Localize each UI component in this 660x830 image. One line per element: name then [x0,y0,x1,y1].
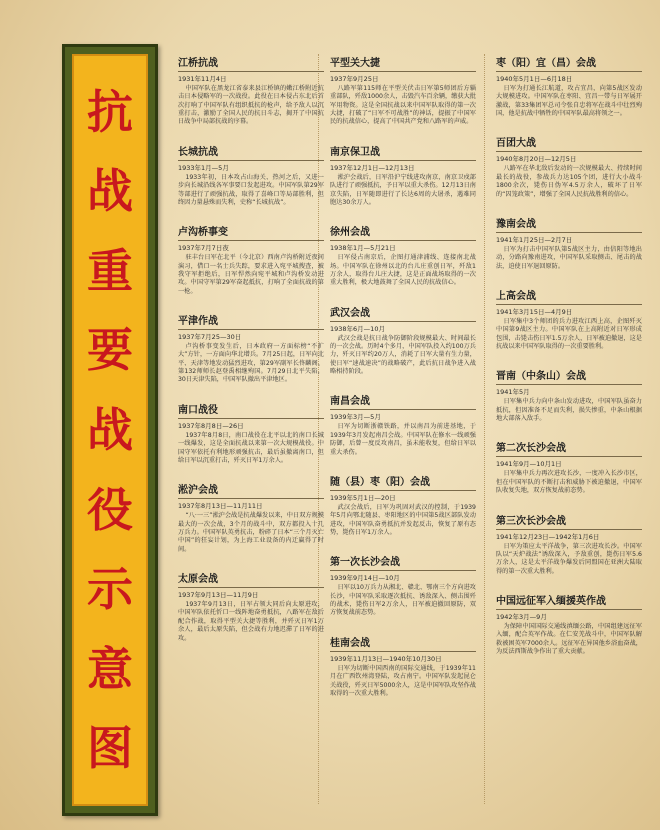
battle-entry [496,592,642,656]
title-char: 意 [87,641,133,696]
battle-entry [178,312,324,385]
battle-title: 豫南会战 [496,215,642,233]
battle-description: 日军以10万兵力从湘北、赣北、鄂南三个方向进攻长沙，中国军队采取逐次抵抗、诱敌深入、侧击围歼的战术，毙伤日军2万余人，日军被迫撤回原防，双方恢复战前态势。 [330,584,476,617]
battle-title: 武汉会战 [330,304,476,322]
battle-description: 武汉会战后，日军为巩固对武汉的控制，于1939年5月向鄂北随县、枣阳地区的中国第5战区部队发动进攻，中国军队奋勇抵抗并发起反击，恢复了原有态势，毙伤日军1万余人。 [330,503,476,536]
battle-description: 日军为切断浙赣铁路，并以南昌为前进基地，于1939年3月发起南昌会战。中国军队在修水一线顽强防御，后曾一度反攻南昌，虽未能收复，但给日军以重大杀伤。 [330,423,476,456]
battle-entry [178,481,324,554]
battle-entry [178,570,324,643]
battle-date: 1939年3月—5月 [330,413,381,422]
battle-description: 日军集中3个师团的兵力进攻江西上高，企图歼灭中国第9战区主力。中国军队在上高附近对日军形成包围，击毙击伤日军1.5万余人，日军被迫撤退，这是抗战以来中国军队取得的一次重要胜利。 [496,317,642,351]
battle-title: 太原会战 [178,570,324,588]
battle-description: 日军集中兵力向中条山发动进攻，中国军队虽奋力抵抗，但因准备不足而失利，损失惨重，中条山根据地大部落入敌手。 [496,398,642,423]
battle-title: 上高会战 [496,287,642,305]
battle-entry [496,512,642,576]
battle-entry [178,401,324,465]
title-char: 要 [87,323,133,378]
battle-description: 1933年初，日本攻占山海关、热河之后，又进一步向长城沿线各军事要口发起进攻。中国军队第29军等部进行了顽强抗战，取得了喜峰口等局部胜利，但终因力量悬殊而失利，史称“长城抗战”。 [178,173,324,206]
title-char: 战 [87,402,133,457]
battle-entry [330,223,476,287]
battle-date: 1937年7月7日夜 [178,244,229,253]
battle-title: 徐州会战 [330,223,476,241]
battle-title: 平津作战 [178,312,324,330]
battle-column-2 [330,54,476,714]
battle-date: 1937年8月8日—26日 [178,421,244,430]
battle-description: “八·一三”淞沪会战是抗战爆发以来，中日双方规模最大的一次会战，3个月的战斗中，双方都投入十几万兵力。中国军队英勇抗击，粉碎了日本“三个月灭亡中国”的狂妄计划，为上海工业设备的内迁赢得了时间。 [178,512,324,553]
battle-entry [330,304,476,377]
battle-description: 日军侵占南京后，企图打通津浦线、连接南北战场。中国军队在徐州以北的台儿庄重创日军，歼敌1万余人，取得台儿庄大捷，这是正面战场取得的一次重大胜利，极大地鼓舞了全国人民的抗战信心。 [330,254,476,287]
battle-title: 枣（阳）宜（昌）会战 [496,54,642,72]
battle-title: 江桥抗战 [178,54,324,72]
battle-date: 1937年7月25—30日 [178,333,242,342]
battle-entry [330,634,476,698]
battle-description: 淞沪会战后，日军沿沪宁线进攻南京，南京卫戍部队进行了顽强抵抗，予日军以重大杀伤。12月13日南京失陷，日军随即进行了长达6周的大屠杀，遇难同胞达30余万人。 [330,173,476,206]
title-char: 示 [87,562,133,617]
battle-description: 日军为切断中国西南的国际交通线，于1939年11月在广西钦州湾登陆，攻占南宁。中国军队发起昆仑关战役，歼灭日军5000余人，这是中国军队攻坚作战取得的一次重大胜利。 [330,664,476,697]
battle-entry [330,54,476,127]
battle-date: 1939年11月13日—1940年10月30日 [330,654,442,663]
battle-date: 1931年11月4日 [178,75,227,83]
battle-entry [330,143,476,207]
battle-date: 1938年6月—10月 [330,324,385,333]
battle-description: 中国军队在黑龙江省泰来县江桥镇的嫩江桥附近抗击日本侵略军的一次战役。此役在日本侵占东北后首次打响了中国军队有组织抵抗的枪声，给予敌人以沉重打击，激励了全国人民的抗日斗志，揭开了中国抗日战争中局部抗战的序幕。 [178,85,324,126]
battle-date: 1939年5月1日—20日 [330,493,396,502]
battle-date: 1941年9月—10月1日 [496,460,562,469]
battle-title: 百团大战 [496,134,642,152]
battle-description: 日军为打通长江航道，攻占宜昌，向第5战区发动大规模进攻。中国军队在枣阳、宜昌一带与日军展开激战，第33集团军总司令张自忠将军在战斗中壮烈殉国，他是抗战中牺牲的中国军队最高将领之一。 [496,85,642,118]
battle-date: 1941年5月 [496,388,530,397]
battle-entry [330,553,476,617]
battle-entry [496,134,642,198]
battle-date: 1937年9月13日—11月9日 [178,591,259,600]
battle-description: 日军为策应太平洋战争，第三次进攻长沙。中国军队以“天炉战法”诱敌深入，予敌重创，毙伤日军5.6万余人，这是太平洋战争爆发后同盟国在亚洲大陆取得的第一次重大胜利。 [496,542,642,575]
battle-description: 1937年8月8日，南口战役在北平以北的南口长城一线爆发，这是全面抗战以来第一次大规模战役。中国守军依托有利地形顽强抗击，最后虽撤离南口，但给日军以沉重打击，歼灭日军1万余人。 [178,431,324,464]
battle-description: 八路军第115师在平型关伏击日军第5师团后方辎重部队，歼敌1000余人，击毁汽车百余辆，缴获大批军用物资。这是全国抗战以来中国军队取得的第一次大捷，打破了“日军不可战胜”的神话，提振了中国军民的抗战信心，提高了中国共产党和八路军的声威。 [330,85,476,126]
battle-entry [178,143,324,207]
battle-entry [330,473,476,537]
battle-title: 中国远征军入缅援英作战 [496,592,642,610]
battle-title: 晋南（中条山）会战 [496,367,642,385]
battle-date: 1939年9月14日—10月 [330,574,400,583]
battle-entry [496,367,642,423]
battle-date: 1937年12月1日—12月13日 [330,163,415,172]
battle-date: 1937年9月25日 [330,75,379,83]
battle-title: 南口战役 [178,401,324,419]
title-char: 抗 [87,84,133,139]
battle-entry [496,54,642,118]
battle-entry [496,287,642,351]
battle-entry [496,439,642,495]
title-char: 重 [87,243,133,298]
battle-title: 南昌会战 [330,392,476,410]
battle-date: 1942年3月—9月 [496,612,547,621]
battle-title: 平型关大捷 [330,54,476,72]
battle-description: 八路军在华北敌后发动的一次规模最大、持续时间最长的战役，参战兵力达105个团，进行大小战斗1800余次，毙伤日伪军4.5万余人，破坏了日军的“囚笼政策”，增强了全国人民抗战胜利的信心。 [496,165,642,198]
battle-entry [330,392,476,456]
battle-date: 1940年5月1日—6月18日 [496,75,573,83]
battle-entry [178,223,324,296]
battle-title: 卢沟桥事变 [178,223,324,241]
battle-date: 1933年1月—5月 [178,163,229,172]
battle-title: 第二次长沙会战 [496,439,642,457]
battle-date: 1940年8月20日—12月5日 [496,155,577,164]
title-char: 役 [87,482,133,537]
battle-date: 1938年1月—5月21日 [330,244,396,253]
battle-description: 为保障中国国际交通线滇缅公路，中国组建远征军入缅，配合英军作战。在仁安羌战斗中，中国军队解救被困英军7000余人。远征军在异国他乡浴血奋战，为反法西斯战争作出了重大贡献。 [496,622,642,656]
battle-description: 1937年9月13日，日军占领大同后向太原进攻，中国军队依托忻口一线阵地奋勇抵抗，八路军在敌后配合作战，取得平型关大捷等胜利，并歼灭日军1万余人，最后太原失陷，但会战有力地迟滞了日军的进攻。 [178,601,324,642]
battle-title: 桂南会战 [330,634,476,652]
battle-column-3 [496,54,642,672]
battle-entry [496,215,642,271]
title-banner [62,44,158,816]
battle-column-1 [178,54,324,659]
battle-title: 第一次长沙会战 [330,553,476,571]
battle-date: 1937年8月13日—11月11日 [178,502,263,511]
battle-date: 1941年12月23日—1942年1月6日 [496,532,600,541]
battle-date: 1941年1月25日—2月7日 [496,235,573,244]
battle-title: 淞沪会战 [178,481,324,499]
battle-date: 1941年3月15日—4月9日 [496,307,573,316]
battle-title: 第三次长沙会战 [496,512,642,530]
title-banner-inner [72,54,148,806]
battle-title: 南京保卫战 [330,143,476,161]
battle-title: 长城抗战 [178,143,324,161]
title-char: 战 [87,164,133,219]
battle-entry [178,54,324,127]
battle-description: 日军为打击中国军队第5战区主力，由信阳等地出动，分路向豫南进攻，中国军队采取侧击、尾击的战法，迫使日军退回原防。 [496,245,642,270]
battle-description: 日军集中兵力再次进攻长沙，一度冲入长沙市区，但在中国军队的不断打击和威胁下被迫撤退，中国军队收复失地，双方恢复战前态势。 [496,470,642,495]
battle-title: 随（县）枣（阳）会战 [330,473,476,491]
battle-description: 武汉会战是抗日战争防御阶段规模最大、时间最长的一次会战。历时4个多月，中国军队投入约100万兵力，歼灭日军约20万人，消耗了日军大量有生力量，使日军“速战速决”的战略破产，此后抗日战争进入战略相持阶段。 [330,334,476,376]
title-char: 图 [87,721,133,776]
battle-description: 驻丰台日军在北平（今北京）西南卢沟桥附近夜间演习，借口一名士兵失踪，要求进入宛平城搜查，被我守军拒绝后，日军悍然向宛平城和卢沟桥发动进攻。中国守军第29军奋起抵抗，打响了全面抗战的第一枪。 [178,254,324,295]
battle-description: 卢沟桥事变发生后，日本政府一方面标榜“不扩大”方针，一方面向华北增兵。7月25日起，日军向北平、天津等地发动猛烈进攻，第29军副军长佟麟阁、第132师师长赵登禹相继殉国。7月29日北平失陷，30日天津失陷，中国军队撤出平津地区。 [178,343,324,384]
column-divider [484,54,485,804]
